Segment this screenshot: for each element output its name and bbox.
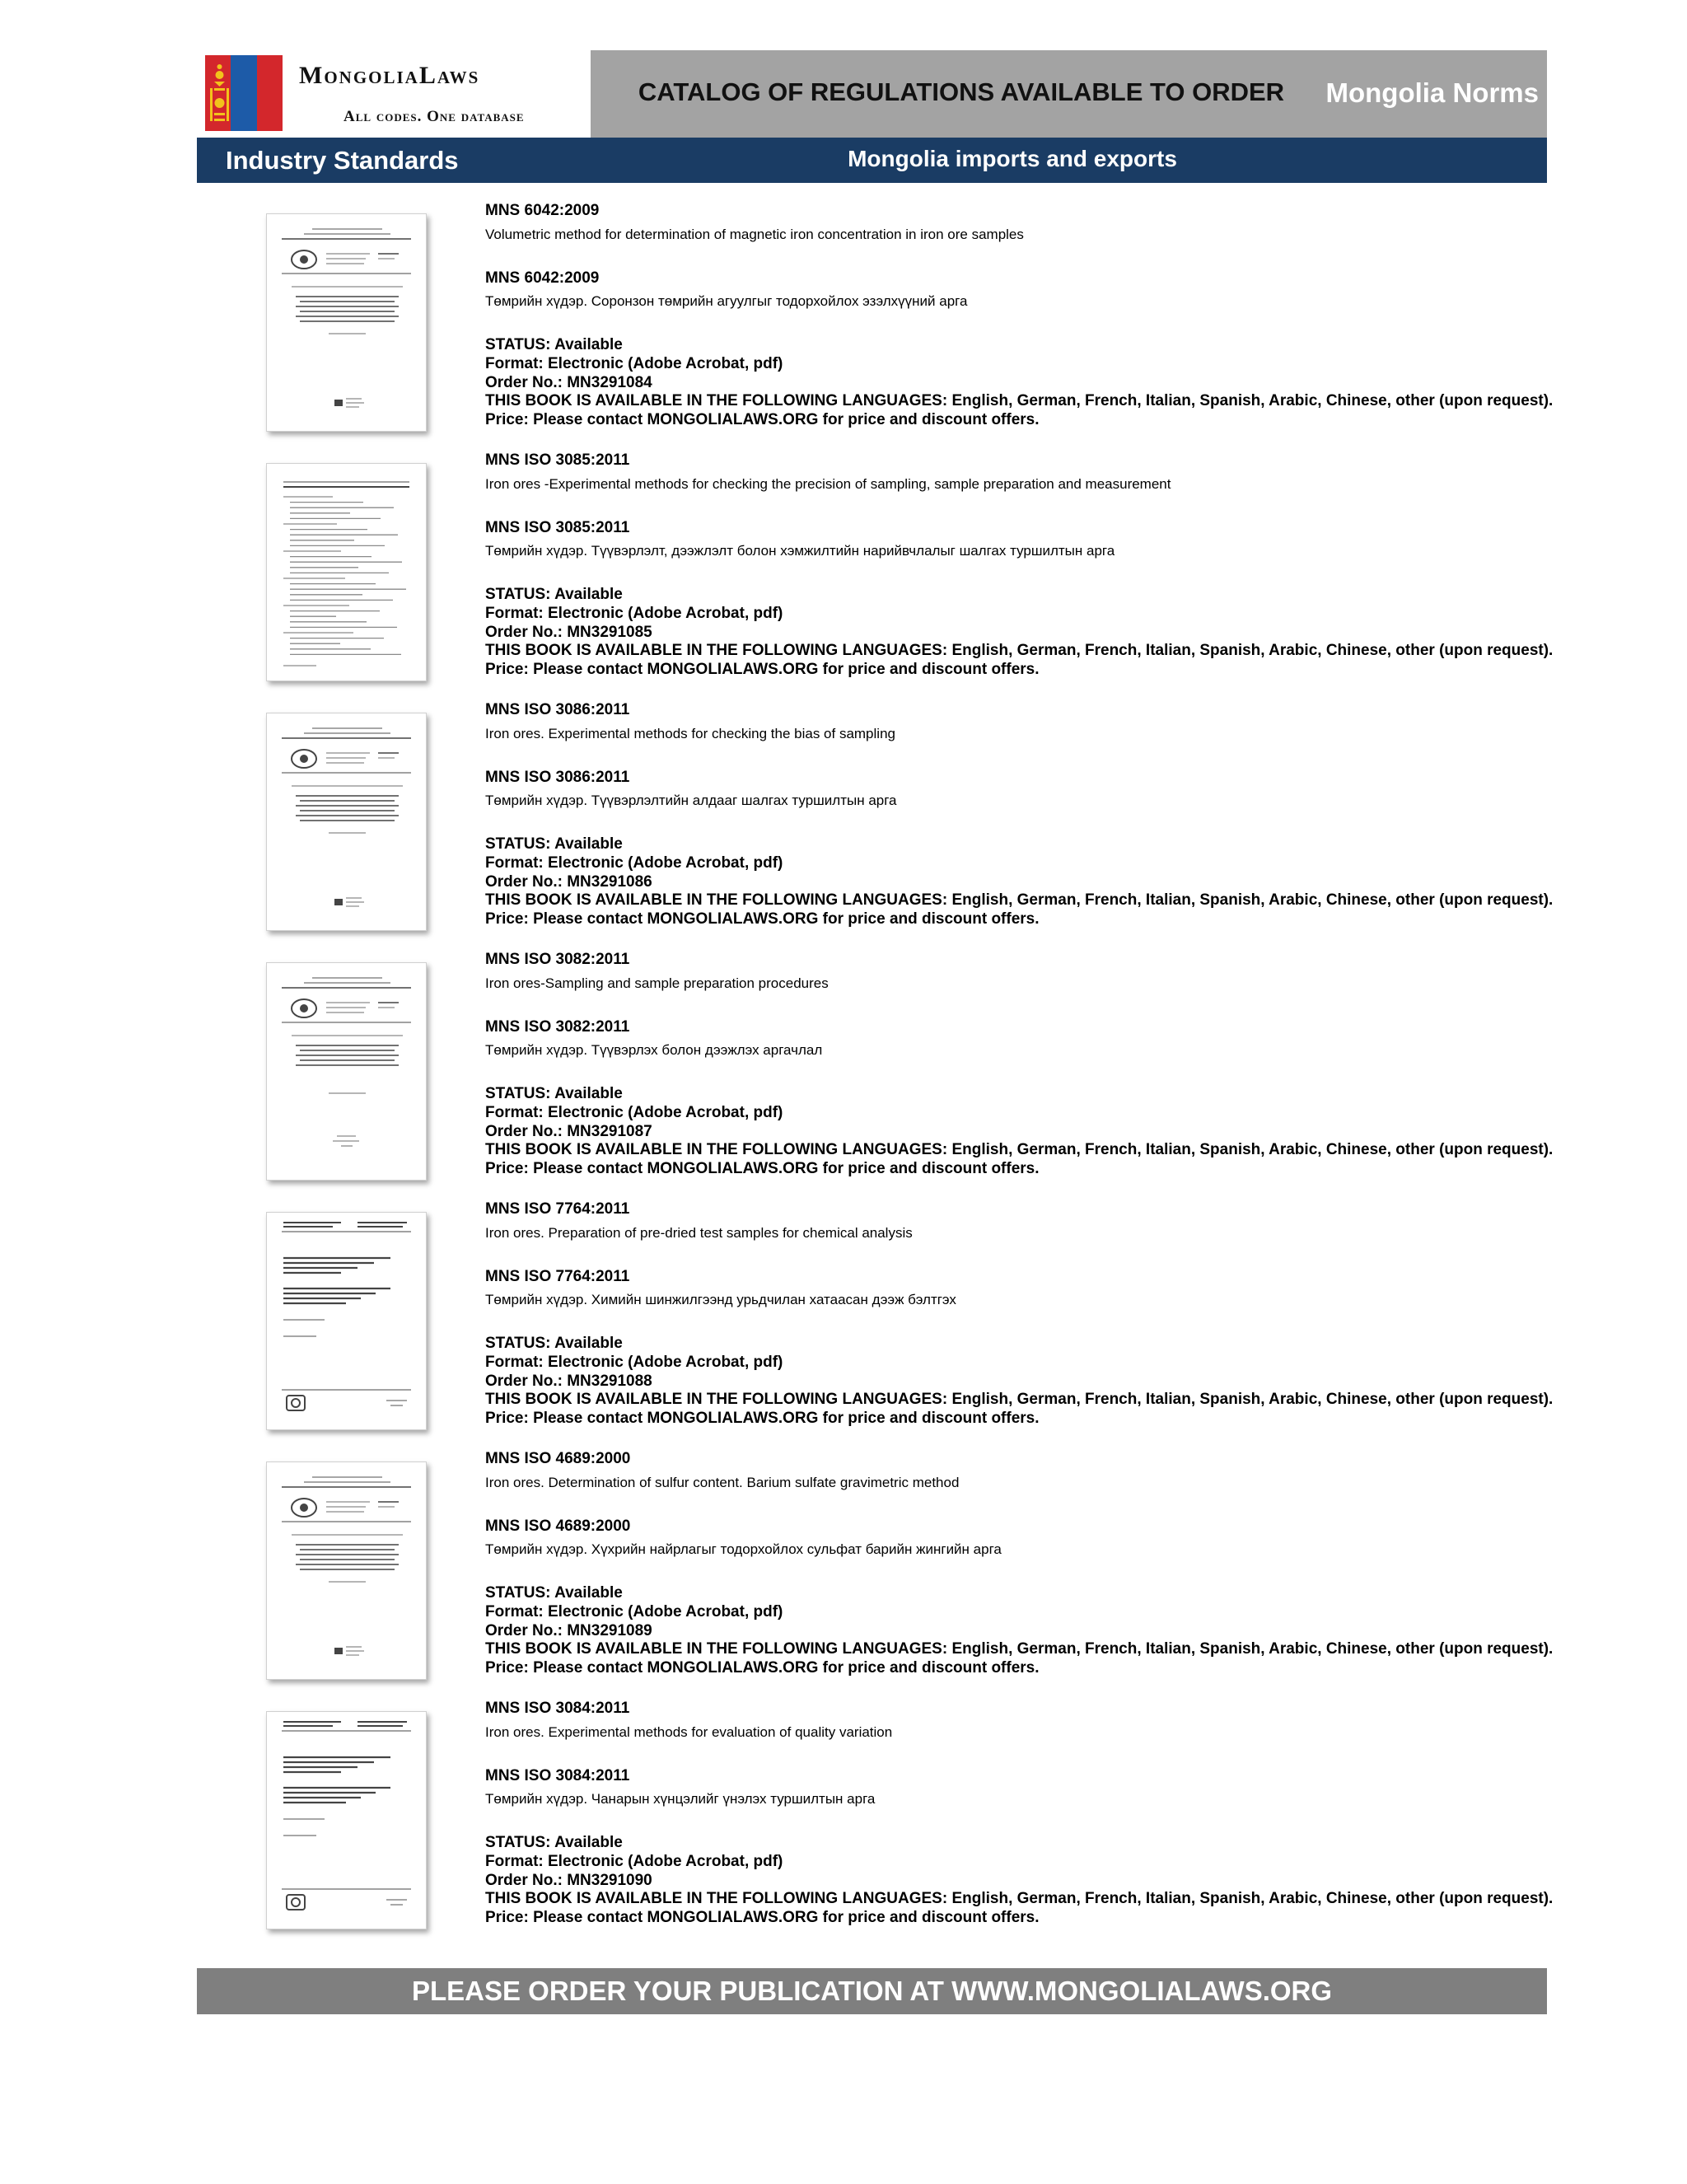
format-value: Electronic (Adobe Acrobat, pdf) bbox=[548, 354, 783, 372]
languages-value: English, German, French, Italian, Spanish, Arabic, Chinese, other (upon request). bbox=[951, 1141, 1554, 1159]
order-number: MN3291085 bbox=[567, 623, 652, 641]
format-value: Electronic (Adobe Acrobat, pdf) bbox=[548, 1353, 783, 1371]
standard-title-en: Iron ores. Experimental methods for checking the bias of sampling bbox=[485, 726, 895, 741]
languages-value: English, German, French, Italian, Spanish, Arabic, Chinese, other (upon request). bbox=[951, 642, 1554, 660]
standard-title-en: Iron ores -Experimental methods for checking the precision of sampling, sample preparation and measurement bbox=[485, 476, 1171, 492]
catalog-entry bbox=[0, 1200, 1687, 1447]
price-line: Price: Please contact MONGOLIALAWS.ORG for price and discount offers. bbox=[485, 910, 1040, 928]
format-line: Format: Electronic (Adobe Acrobat, pdf) bbox=[485, 1353, 783, 1371]
entry-meta bbox=[485, 1584, 1553, 1678]
entry-meta bbox=[485, 1335, 1553, 1429]
format-line: Format: Electronic (Adobe Acrobat, pdf) bbox=[485, 1602, 783, 1620]
logo[interactable] bbox=[197, 50, 592, 138]
languages-line: THIS BOOK IS AVAILABLE IN THE FOLLOWING LANGUAGES: English, German, French, Italian, Spanish, Arabic, Chinese, other (upon request). bbox=[485, 1141, 1554, 1159]
status-value: Available bbox=[554, 1584, 623, 1602]
status-line: STATUS: Available bbox=[485, 1335, 623, 1352]
catalog-entry bbox=[0, 202, 1687, 449]
order-number-line: Order No.: MN3291089 bbox=[485, 1621, 652, 1639]
languages-line: THIS BOOK IS AVAILABLE IN THE FOLLOWING LANGUAGES: English, German, French, Italian, Spanish, Arabic, Chinese, other (upon request). bbox=[485, 392, 1554, 410]
entry-meta bbox=[485, 1085, 1553, 1179]
order-footer-link[interactable]: PLEASE ORDER YOUR PUBLICATION AT WWW.MONGOLIALAWS.ORG bbox=[197, 1968, 1547, 2014]
price-line: Price: Please contact MONGOLIALAWS.ORG for price and discount offers. bbox=[485, 411, 1040, 429]
norms-label: Mongolia Norms bbox=[1325, 77, 1539, 108]
section-bar bbox=[197, 138, 1547, 183]
standard-title-mn: Төмрийн хүдэр. Соронзон төмрийн агуулгыг тодорхойлох эзэлхүүний арга bbox=[485, 293, 968, 309]
format-line: Format: Electronic (Adobe Acrobat, pdf) bbox=[485, 354, 783, 372]
format-line: Format: Electronic (Adobe Acrobat, pdf) bbox=[485, 1852, 783, 1870]
format-line: Format: Electronic (Adobe Acrobat, pdf) bbox=[485, 604, 783, 622]
document-cover-thumbnail[interactable] bbox=[266, 213, 427, 432]
price-value: Please contact MONGOLIALAWS.ORG for price and discount offers. bbox=[533, 1410, 1040, 1428]
standard-code-mn: MNS 6042:2009 bbox=[485, 269, 600, 287]
format-value: Electronic (Adobe Acrobat, pdf) bbox=[548, 1602, 783, 1620]
status-value: Available bbox=[554, 1834, 623, 1851]
order-number-line: Order No.: MN3291084 bbox=[485, 373, 652, 391]
status-line: STATUS: Available bbox=[485, 336, 623, 353]
order-number: MN3291090 bbox=[567, 1871, 652, 1889]
price-value: Please contact MONGOLIALAWS.ORG for price and discount offers. bbox=[533, 661, 1040, 679]
page-header bbox=[197, 50, 1547, 138]
standard-code-mn: MNS ISO 3084:2011 bbox=[485, 1767, 630, 1784]
standard-title-mn: Төмрийн хүдэр. Түүвэрлэх болон дээжлэх аргачлал bbox=[485, 1042, 823, 1058]
standard-title-mn: Төмрийн хүдэр. Хүхрийн найрлагыг тодорхойлох сульфат барийн жингийн арга bbox=[485, 1541, 1002, 1557]
entry-meta bbox=[485, 586, 1553, 680]
catalog-entry bbox=[0, 701, 1687, 948]
status-value: Available bbox=[554, 835, 623, 853]
status-line: STATUS: Available bbox=[485, 1834, 623, 1851]
catalog-entry bbox=[0, 1450, 1687, 1697]
order-number: MN3291087 bbox=[567, 1122, 652, 1140]
languages-line: THIS BOOK IS AVAILABLE IN THE FOLLOWING LANGUAGES: English, German, French, Italian, Spanish, Arabic, Chinese, other (upon request). bbox=[485, 891, 1554, 910]
standard-code: MNS ISO 3086:2011 bbox=[485, 701, 630, 718]
status-value: Available bbox=[554, 1085, 623, 1102]
format-value: Electronic (Adobe Acrobat, pdf) bbox=[548, 604, 783, 622]
languages-value: English, German, French, Italian, Spanish, Arabic, Chinese, other (upon request). bbox=[951, 392, 1554, 410]
brand-name: MongoliaLaws bbox=[299, 62, 480, 89]
standard-code: MNS ISO 4689:2000 bbox=[485, 1450, 631, 1467]
standard-title-en: Volumetric method for determination of magnetic iron concentration in iron ore samples bbox=[485, 227, 1024, 242]
price-line: Price: Please contact MONGOLIALAWS.ORG for price and discount offers. bbox=[485, 1160, 1040, 1178]
standard-code: MNS 6042:2009 bbox=[485, 202, 600, 219]
entry-meta bbox=[485, 1834, 1553, 1928]
format-value: Electronic (Adobe Acrobat, pdf) bbox=[548, 1103, 783, 1121]
order-number: MN3291084 bbox=[567, 373, 652, 391]
status-line: STATUS: Available bbox=[485, 1085, 623, 1102]
document-cover-thumbnail[interactable] bbox=[266, 962, 427, 1181]
standard-title-mn: Төмрийн хүдэр. Түүвэрлэлт, дээжлэлт болон хэмжилтийн нарийвчлалыг шалгах туршилтын арга bbox=[485, 543, 1115, 559]
status-line: STATUS: Available bbox=[485, 1584, 623, 1602]
format-value: Electronic (Adobe Acrobat, pdf) bbox=[548, 1852, 783, 1870]
status-value: Available bbox=[554, 1335, 623, 1352]
price-value: Please contact MONGOLIALAWS.ORG for price and discount offers. bbox=[533, 910, 1040, 928]
document-cover-thumbnail[interactable] bbox=[266, 463, 427, 681]
catalog-entry bbox=[0, 451, 1687, 699]
order-number-line: Order No.: MN3291088 bbox=[485, 1372, 652, 1390]
catalog-entry bbox=[0, 1700, 1687, 1947]
format-value: Electronic (Adobe Acrobat, pdf) bbox=[548, 853, 783, 872]
standard-code: MNS ISO 3082:2011 bbox=[485, 951, 630, 968]
order-number-line: Order No.: MN3291090 bbox=[485, 1871, 652, 1889]
section-subtitle: Mongolia imports and exports bbox=[848, 146, 1177, 171]
standard-title-en: Iron ores. Experimental methods for evaluation of quality variation bbox=[485, 1724, 893, 1740]
status-line: STATUS: Available bbox=[485, 586, 623, 603]
price-value: Please contact MONGOLIALAWS.ORG for price and discount offers. bbox=[533, 1160, 1040, 1178]
standard-title-mn: Төмрийн хүдэр. Түүвэрлэлтийн алдааг шалгах туршилтын арга bbox=[485, 793, 897, 808]
standard-title-en: Iron ores. Preparation of pre-dried test samples for chemical analysis bbox=[485, 1225, 913, 1241]
status-value: Available bbox=[554, 586, 623, 603]
price-value: Please contact MONGOLIALAWS.ORG for price and discount offers. bbox=[533, 411, 1040, 429]
languages-line: THIS BOOK IS AVAILABLE IN THE FOLLOWING LANGUAGES: English, German, French, Italian, Spanish, Arabic, Chinese, other (upon request). bbox=[485, 1640, 1554, 1658]
entry-meta bbox=[485, 835, 1553, 929]
languages-value: English, German, French, Italian, Spanish, Arabic, Chinese, other (upon request). bbox=[951, 891, 1554, 910]
catalog-entry bbox=[0, 951, 1687, 1198]
section-title: Industry Standards bbox=[226, 146, 459, 175]
price-line: Price: Please contact MONGOLIALAWS.ORG for price and discount offers. bbox=[485, 1909, 1040, 1927]
brand-tagline: All codes. One database bbox=[343, 108, 525, 125]
order-number-line: Order No.: MN3291085 bbox=[485, 623, 652, 641]
standard-code: MNS ISO 3084:2011 bbox=[485, 1700, 630, 1717]
order-number-line: Order No.: MN3291087 bbox=[485, 1122, 652, 1140]
order-number: MN3291089 bbox=[567, 1621, 652, 1639]
price-line: Price: Please contact MONGOLIALAWS.ORG for price and discount offers. bbox=[485, 1659, 1040, 1677]
languages-value: English, German, French, Italian, Spanish, Arabic, Chinese, other (upon request). bbox=[951, 1890, 1554, 1908]
order-number: MN3291086 bbox=[567, 872, 652, 891]
languages-line: THIS BOOK IS AVAILABLE IN THE FOLLOWING LANGUAGES: English, German, French, Italian, Spanish, Arabic, Chinese, other (upon request). bbox=[485, 642, 1554, 660]
order-number-line: Order No.: MN3291086 bbox=[485, 872, 652, 891]
standard-title-en: Iron ores. Determination of sulfur content. Barium sulfate gravimetric method bbox=[485, 1475, 960, 1490]
format-line: Format: Electronic (Adobe Acrobat, pdf) bbox=[485, 1103, 783, 1121]
standard-code-mn: MNS ISO 3086:2011 bbox=[485, 769, 630, 786]
header-banner bbox=[591, 50, 1547, 138]
catalog-title: CATALOG OF REGULATIONS AVAILABLE TO ORDER bbox=[638, 77, 1285, 106]
price-line: Price: Please contact MONGOLIALAWS.ORG for price and discount offers. bbox=[485, 1410, 1040, 1428]
languages-line: THIS BOOK IS AVAILABLE IN THE FOLLOWING LANGUAGES: English, German, French, Italian, Spanish, Arabic, Chinese, other (upon request). bbox=[485, 1391, 1554, 1409]
entry-meta bbox=[485, 336, 1553, 430]
standard-code-mn: MNS ISO 4689:2000 bbox=[485, 1518, 631, 1535]
document-cover-thumbnail[interactable] bbox=[266, 1711, 427, 1929]
standard-code: MNS ISO 7764:2011 bbox=[485, 1200, 630, 1218]
standard-title-mn: Төмрийн хүдэр. Химийн шинжилгээнд урьдчилан хатаасан дээж бэлтгэх bbox=[485, 1292, 956, 1307]
standard-code-mn: MNS ISO 3082:2011 bbox=[485, 1018, 630, 1036]
format-line: Format: Electronic (Adobe Acrobat, pdf) bbox=[485, 853, 783, 872]
status-line: STATUS: Available bbox=[485, 835, 623, 853]
standard-code-mn: MNS ISO 3085:2011 bbox=[485, 519, 630, 536]
order-number: MN3291088 bbox=[567, 1372, 652, 1390]
languages-value: English, German, French, Italian, Spanish, Arabic, Chinese, other (upon request). bbox=[951, 1640, 1554, 1658]
standard-title-mn: Төмрийн хүдэр. Чанарын хүнцэлийг үнэлэх туршилтын арга bbox=[485, 1791, 876, 1807]
document-cover-thumbnail[interactable] bbox=[266, 713, 427, 931]
document-cover-thumbnail[interactable] bbox=[266, 1461, 427, 1680]
price-value: Please contact MONGOLIALAWS.ORG for price and discount offers. bbox=[533, 1659, 1040, 1677]
languages-line: THIS BOOK IS AVAILABLE IN THE FOLLOWING LANGUAGES: English, German, French, Italian, Spanish, Arabic, Chinese, other (upon request). bbox=[485, 1890, 1554, 1908]
price-value: Please contact MONGOLIALAWS.ORG for price and discount offers. bbox=[533, 1909, 1040, 1927]
standard-code-mn: MNS ISO 7764:2011 bbox=[485, 1268, 630, 1285]
status-value: Available bbox=[554, 336, 623, 353]
languages-value: English, German, French, Italian, Spanish, Arabic, Chinese, other (upon request). bbox=[951, 1391, 1554, 1409]
price-line: Price: Please contact MONGOLIALAWS.ORG for price and discount offers. bbox=[485, 661, 1040, 679]
document-cover-thumbnail[interactable] bbox=[266, 1212, 427, 1430]
standard-title-en: Iron ores-Sampling and sample preparation procedures bbox=[485, 975, 829, 991]
mongolia-flag-icon bbox=[205, 55, 283, 131]
standard-code: MNS ISO 3085:2011 bbox=[485, 451, 630, 469]
